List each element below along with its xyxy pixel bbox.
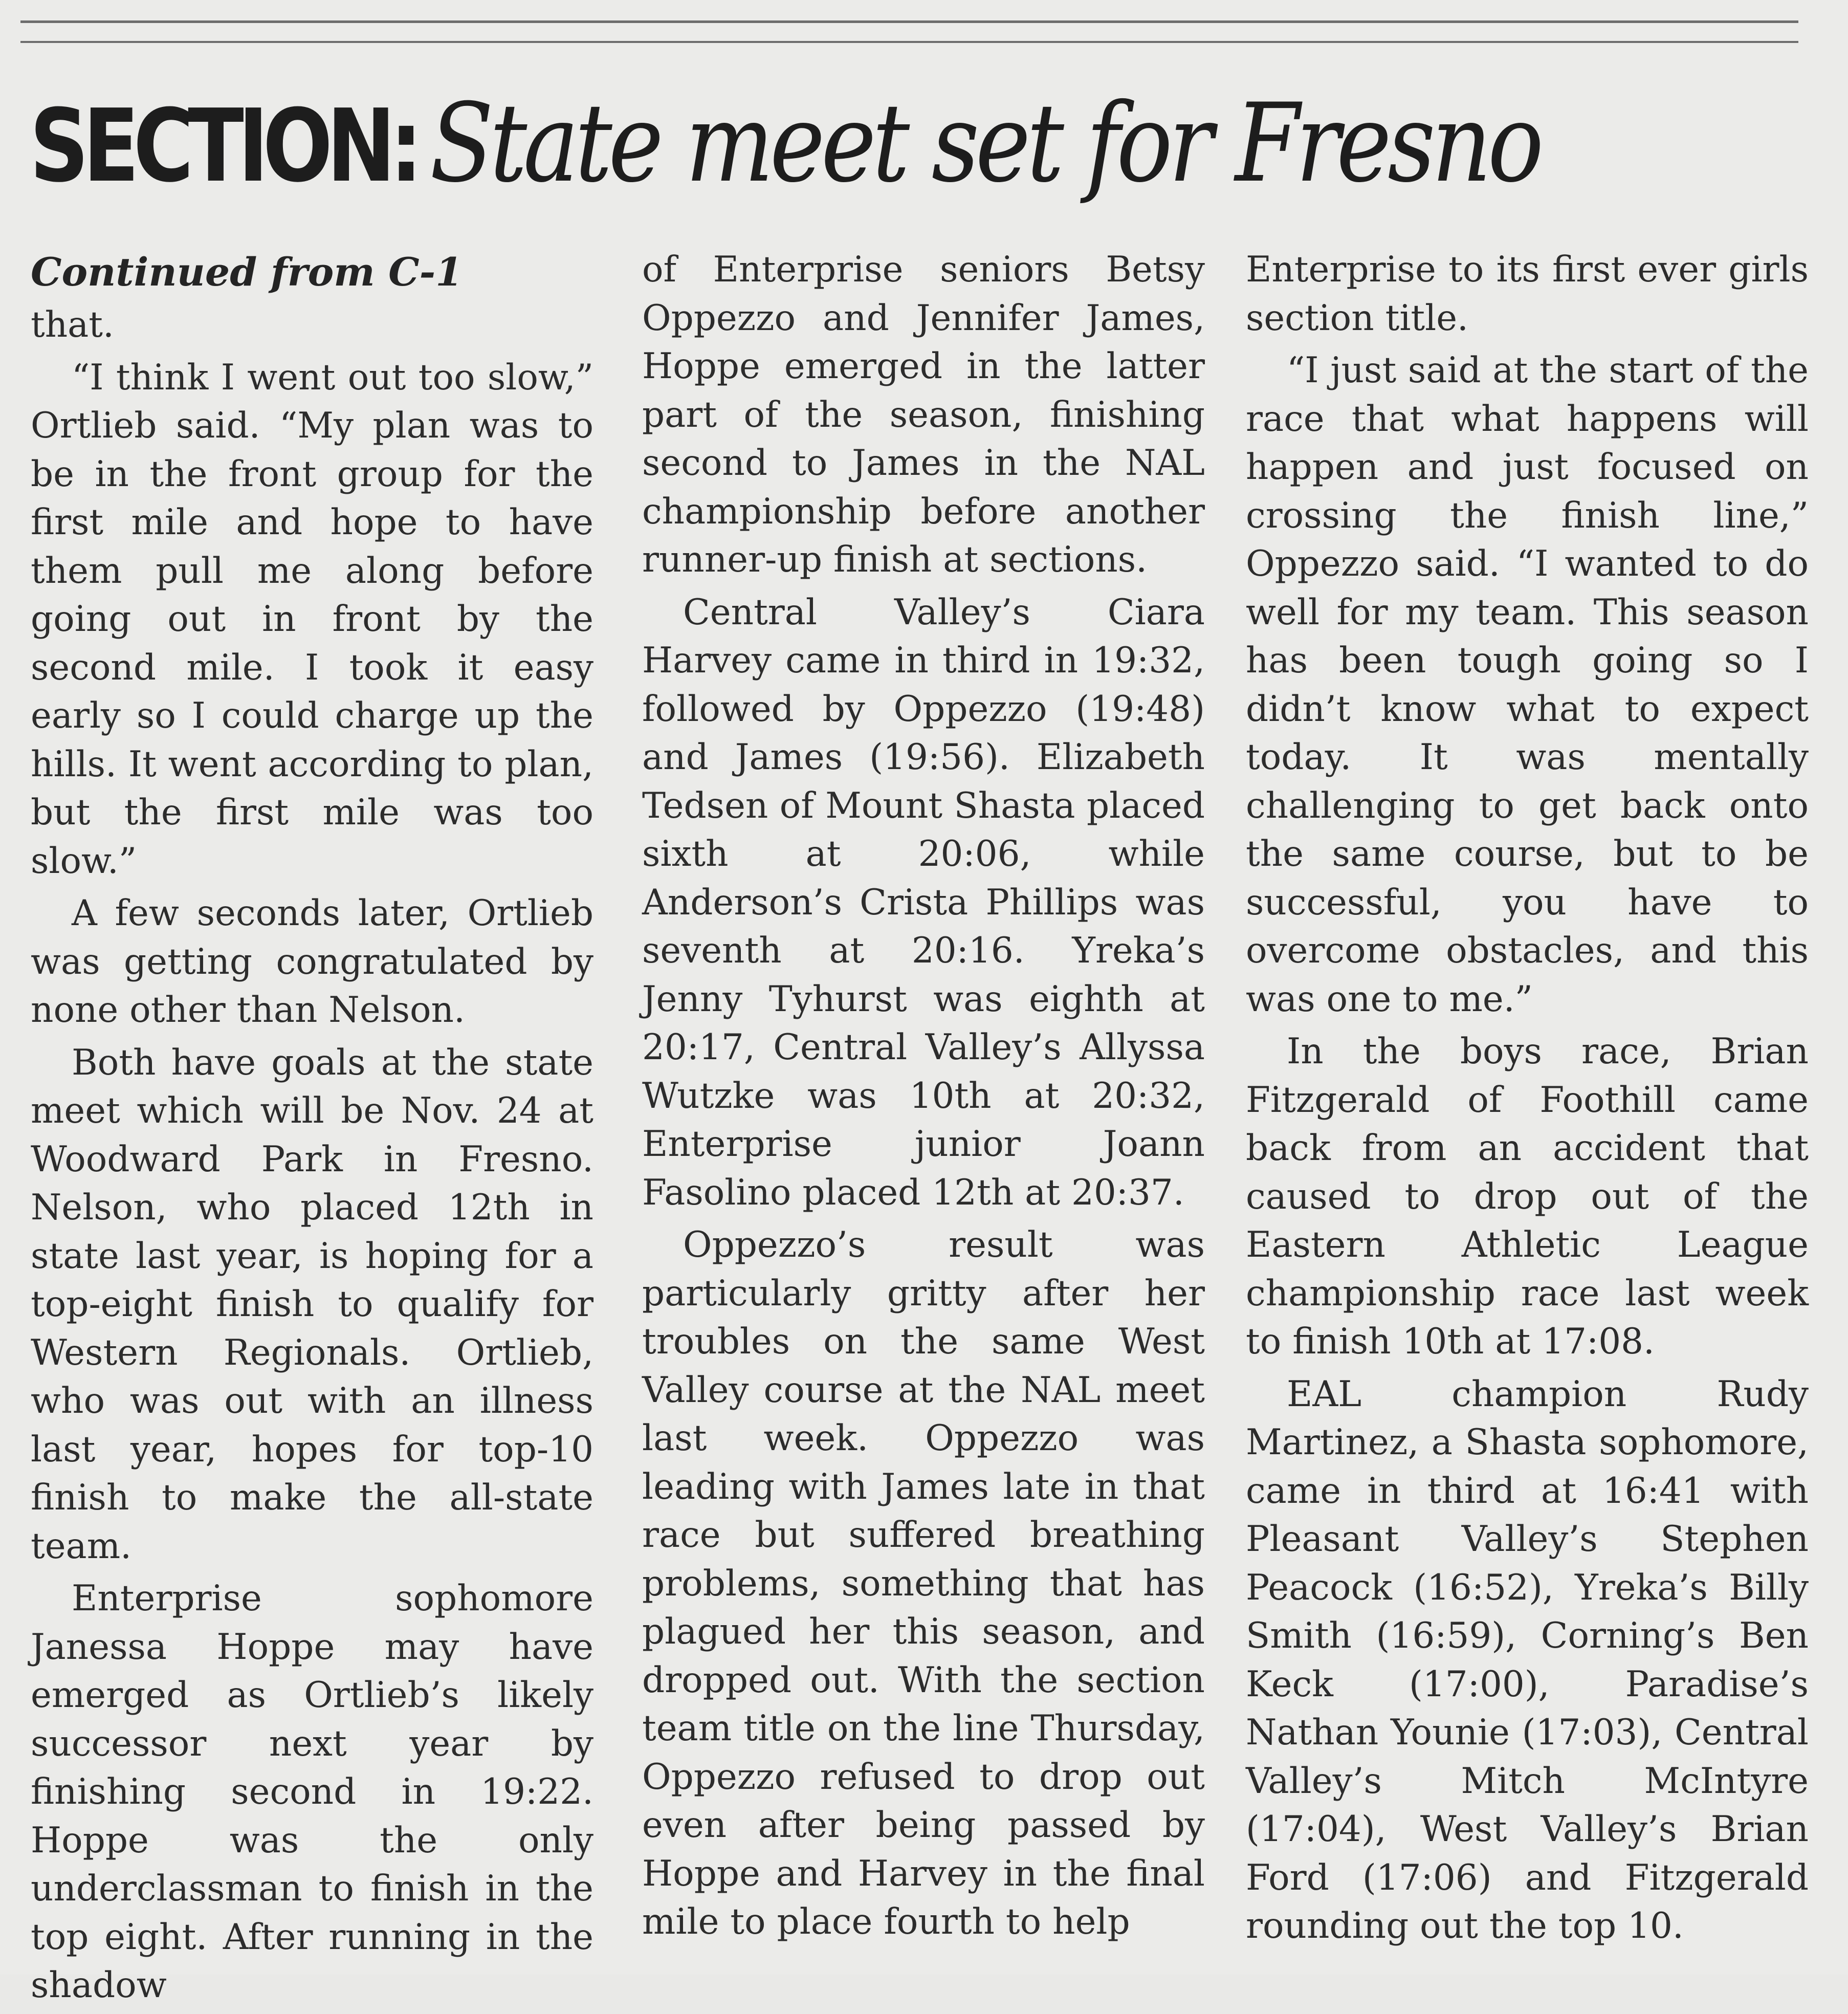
paragraph: Oppezzo’s result was particularly gritty after her troubles on the same West Valley course at the NAL meet last week. Oppezzo was leading with James late in that race but suffered breathing problems, something that has plagued her this season, and dropped out. With the section team title on the line Thursday, Oppezzo refused to drop out even after being passed by Hoppe and Harvey in the final mile to place fourth to help [642,1224,1205,1942]
paragraph: Enterprise sophomore Janessa Hoppe may have emerged as Ortlieb’s likely successor next year by finishing second in 19:22. Hoppe was the only underclassman to finish in the top eight. After running in the shadow [31,1578,593,2006]
paragraph: Both have goals at the state meet which will be Nov. 24 at Woodward Park in Fresno. Nelson, who placed 12th in state last year, is hoping for a top-eight finish to qualify for Western Regionals. Ortlieb, who was out with an illness last year, hopes for top-10 finish to make the all-state team. [31,1042,593,1567]
paragraph: EAL champion Rudy Martinez, a Shasta sophomore, came in third at 16:41 with Pleasant Valley’s Stephen Peacock (16:52), Yreka’s Billy Smith (16:59), Corning’s Ben Keck (17:00), Paradise’s Nathan Younie (17:03), Central Valley’s Mitch McIntyre (17:04), West Valley’s Brian Ford (17:06) and Fitzgerald rounding out the top 10. [1246,1373,1809,1946]
paragraph: Enterprise to its first ever girls section title. [1246,249,1809,339]
headline-kicker: SECTION: [30,88,417,205]
article-column-2 [642,246,1205,1951]
article-column-1 [31,246,593,2014]
paragraph: “I think I went out too slow,” Ortlieb said. “My plan was to be in the front group for the first mile and hope to have them pull me along before going out in front by the second mile. I took it easy early so I could charge up the hills. It went according to plan, but the first mile was too slow.” [31,357,593,882]
paragraph: Central Valley’s Ciara Harvey came in third in 19:32, followed by Oppezzo (19:48) and James (19:56). Elizabeth Tedsen of Mount Shasta placed sixth at 20:06, while Anderson’s Crista Phillips was seventh at 20:16. Yreka’s Jenny Tyhurst was eighth at 20:17, Central Valley’s Allyssa Wutzke was 10th at 20:32, Enterprise junior Joann Fasolino placed 12th at 20:37. [642,592,1205,1213]
headline-title: State meet set for Fresno [429,80,1540,206]
paragraph: In the boys race, Brian Fitzgerald of Foothill came back from an accident that caused to drop out of the Eastern Athletic League championship race last week to finish 10th at 17:08. [1246,1031,1809,1362]
top-rule [20,20,1798,23]
article-column-3 [1246,246,1809,1955]
paragraph: A few seconds later, Ortlieb was getting congratulated by none other than Nelson. [31,893,593,1031]
continued-line: Continued from C-1 [31,249,463,295]
paragraph: of Enterprise seniors Betsy Oppezzo and Jennifer James, Hoppe emerged in the latter part of the season, finishing second to James in the NAL championship before another runner-up finish at sections. [642,249,1205,580]
headline [30,77,1820,210]
paragraph: that. [31,304,114,345]
paragraph: “I just said at the start of the race that what happens will happen and just focused on crossing the finish line,” Oppezzo said. “I wanted to do well for my team. This season has been tough going so I didn’t know what to expect today. It was mentally challenging to get back onto the same course, but to be successful, you have to overcome obstacles, and this was one to me.” [1246,350,1809,1020]
top-rule-secondary [20,41,1798,43]
